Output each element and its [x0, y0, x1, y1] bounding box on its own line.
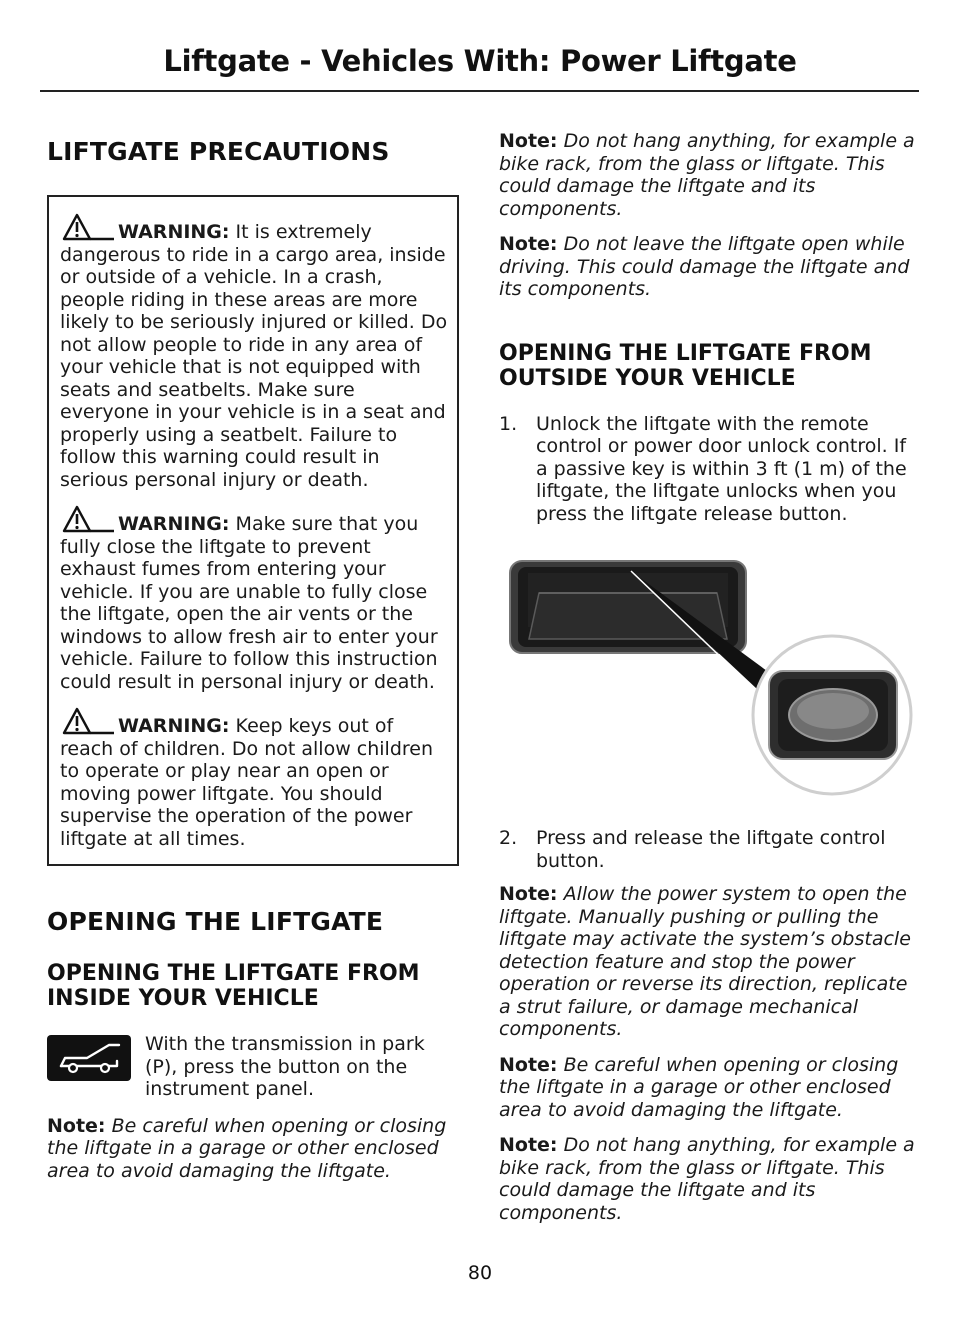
note-text: Allow the power system to open the liftgate. Manually pushing or pulling the liftgate may activate the system’s obstacle detection feature and stop the power operation or reverse its direction, replicate a strut failure, or damage mechanical components.	[499, 883, 911, 1040]
note-text: Be careful when opening or closing the liftgate in a garage or other enclosed area to avoid damaging the liftgate.	[499, 1053, 899, 1121]
warning-3	[60, 707, 449, 850]
step-text: Unlock the liftgate with the remote control or power door unlock control. If a passive key is within 3 ft (1 m) of the liftgate, the liftgate unlocks when you press the liftgate release button.	[536, 412, 907, 525]
note-text: Do not hang anything, for example a bike rack, from the glass or liftgate. This could damage the liftgate and its components.	[499, 1134, 915, 1224]
warning-2	[60, 505, 449, 693]
warning-triangle-icon	[60, 505, 114, 533]
inside-heading: OPENING THE LIFTGATE FROM INSIDE YOUR VEHICLE	[47, 961, 420, 1011]
warning-label: WARNING:	[118, 513, 230, 535]
left-column	[47, 130, 459, 1182]
warning-label: WARNING:	[118, 221, 230, 243]
note-bike-rack-2	[499, 1134, 915, 1224]
note-open-while-driving	[499, 233, 915, 301]
warnings-box	[47, 195, 459, 866]
note-label: Note:	[47, 1114, 106, 1137]
warning-triangle-icon	[60, 213, 114, 241]
note-bike-rack	[499, 130, 915, 220]
page-number: 80	[467, 1262, 493, 1284]
warning-label: WARNING:	[118, 715, 230, 737]
step-number: 1.	[499, 412, 518, 435]
warning-text: It is extremely dangerous to ride in a cargo area, inside or outside of a vehicle. In a crash, people riding in these areas are more likely to be seriously injured or killed. Do not allow people to ride in any area of your vehicle that is not equipped with seats and seatbelts. Make sure everyone in your vehicle is in a seat and properly using a seatbelt. Failure to follow this warning could result in serious personal injury or death.	[60, 221, 448, 491]
opening-heading: OPENING THE LIFTGATE	[47, 907, 384, 936]
warning-text: Make sure that you fully close the liftgate to prevent exhaust fumes from entering your vehicle. If you are unable to fully close the liftgate, open the air vents or the windows to allow fresh air to enter your vehicle. Failure to follow this instruction could result in personal injury or death.	[60, 513, 438, 693]
note-label: Note:	[499, 1053, 558, 1076]
note-label: Note:	[499, 883, 558, 905]
outside-heading: OPENING THE LIFTGATE FROM OUTSIDE YOUR VEHICLE	[499, 340, 872, 391]
liftgate-release-button-illustration	[499, 553, 915, 815]
note-power-system	[499, 883, 915, 1041]
step-number: 2.	[499, 827, 518, 849]
note-text: Do not leave the liftgate open while driving. This could damage the liftgate and its components.	[499, 233, 910, 300]
right-column	[499, 130, 915, 1224]
liftgate-button-icon	[47, 1035, 131, 1081]
page-header-title: Liftgate - Vehicles With: Power Liftgate	[163, 44, 797, 78]
inside-text: With the transmission in park (P), press the button on the instrument panel.	[145, 1033, 425, 1100]
liftgate-release-button-icon	[499, 553, 915, 815]
precautions-heading: LIFTGATE PRECAUTIONS	[47, 137, 390, 166]
warning-1	[60, 213, 449, 491]
step-2	[499, 827, 915, 872]
note-garage	[499, 1054, 915, 1122]
inside-instruction	[47, 1033, 459, 1101]
step-1	[499, 413, 915, 526]
note-text: Be careful when opening or closing the liftgate in a garage or other enclosed area to avoid damaging the liftgate.	[47, 1114, 447, 1182]
note-text: Do not hang anything, for example a bike rack, from the glass or liftgate. This could damage the liftgate and its components.	[499, 130, 915, 220]
warning-text: Keep keys out of reach of children. Do not allow children to operate or play near an open or moving power liftgate. You should supervise the operation of the power liftgate at all times.	[60, 715, 434, 850]
note-label: Note:	[499, 130, 558, 152]
note-label: Note:	[499, 1134, 558, 1156]
header-divider	[40, 90, 919, 92]
step-text: Press and release the liftgate control button.	[536, 827, 886, 872]
inside-note	[47, 1115, 459, 1183]
warning-triangle-icon	[60, 707, 114, 735]
note-label: Note:	[499, 233, 558, 255]
